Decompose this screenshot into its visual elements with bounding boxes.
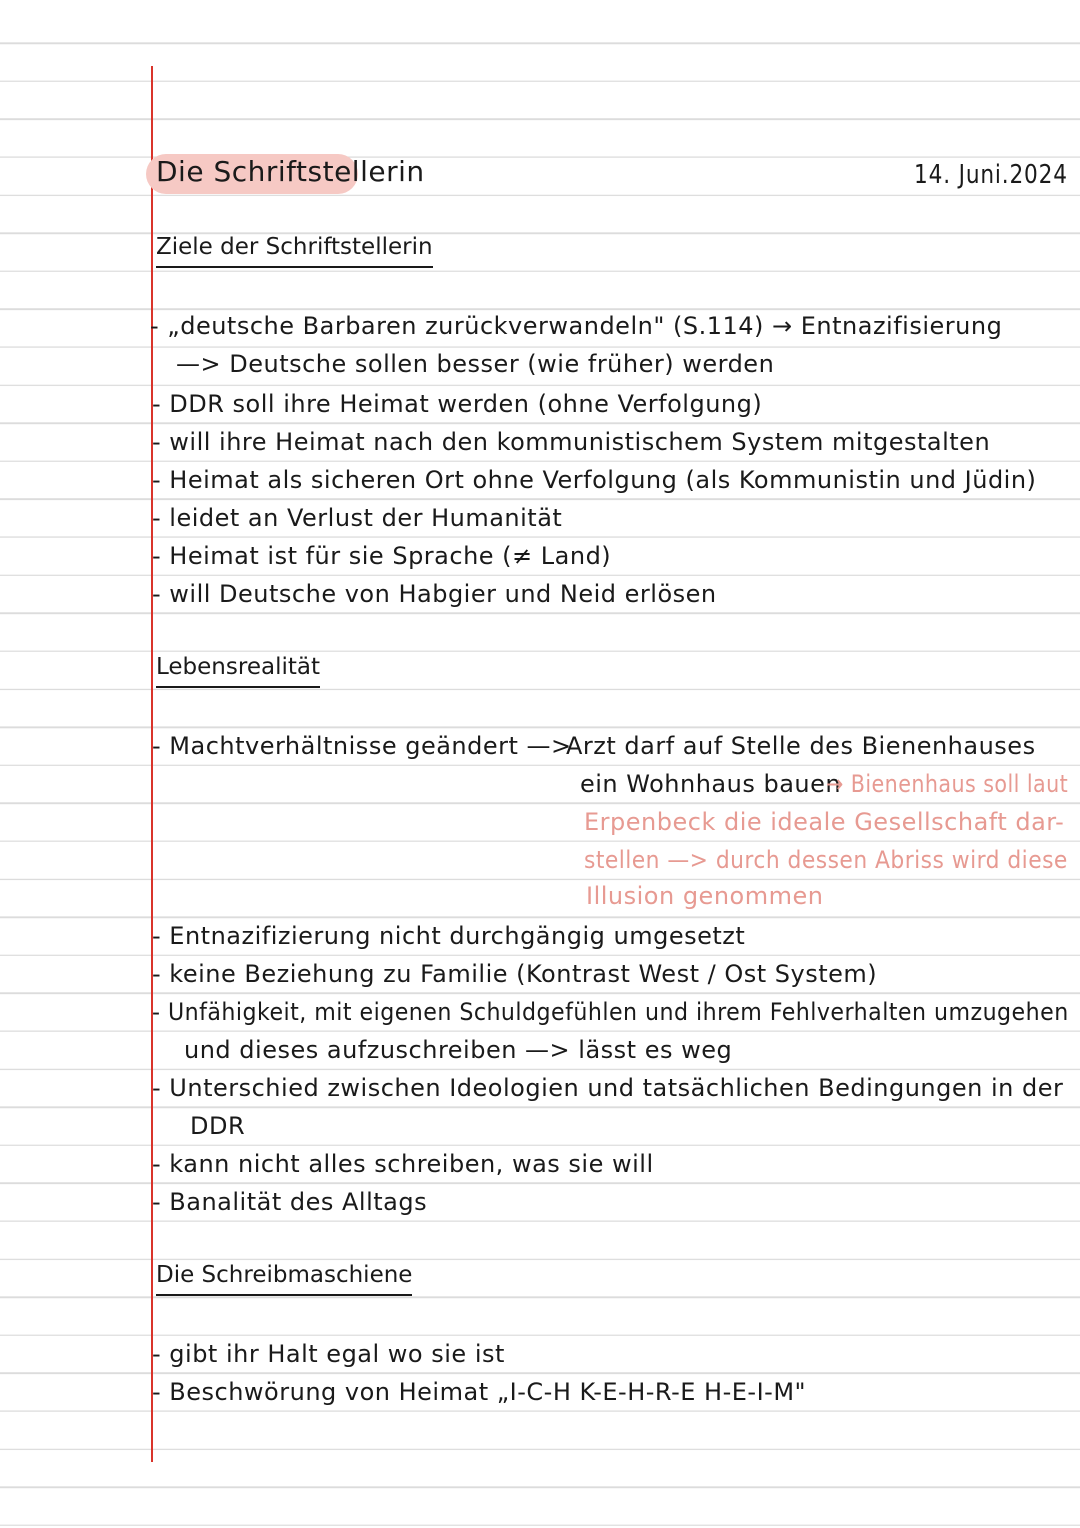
note-line: - keine Beziehung zu Familie (Kontrast West / Ost System) (152, 960, 878, 988)
page-title: Die Schriftstellerin (156, 155, 425, 188)
margin-line (151, 66, 153, 1462)
note-line: und dieses aufzuschreiben —> lässt es weg (184, 1036, 733, 1064)
note-line: - Heimat als sicheren Ort ohne Verfolgung (als Kommunistin und Jüdin) (152, 466, 1037, 494)
section-heading-schreibmaschiene: Die Schreibmaschiene (156, 1262, 412, 1296)
note-line: - gibt ihr Halt egal wo sie ist (152, 1340, 505, 1368)
note-line: - leidet an Verlust der Humanität (152, 504, 563, 532)
note-line: - Machtverhältnisse geändert —> (152, 732, 572, 760)
note-line: Arzt darf auf Stelle des Bienenhauses (566, 732, 1036, 760)
note-line: - Unfähigkeit, mit eigenen Schuldgefühlen und ihrem Fehlverhalten umzugehen (152, 998, 1069, 1026)
note-line: - will ihre Heimat nach den kommunistischem System mitgestalten (152, 428, 991, 456)
note-line: - will Deutsche von Habgier und Neid erlösen (152, 580, 717, 608)
note-line: DDR (190, 1112, 246, 1140)
note-line: - Entnazifizierung nicht durchgängig umgesetzt (152, 922, 746, 950)
annotation-line: stellen —> durch dessen Abriss wird diese (584, 846, 1068, 874)
note-line: - kann nicht alles schreiben, was sie will (152, 1150, 654, 1178)
section-heading-lebensrealitaet: Lebensrealität (156, 654, 320, 688)
annotation-line: Illusion genommen (586, 882, 824, 910)
section-heading-ziele: Ziele der Schriftstellerin (156, 234, 433, 268)
annotation-line: Erpenbeck die ideale Gesellschaft dar- (584, 808, 1065, 836)
note-line: - Beschwörung von Heimat „I-C-H K-E-H-R-E H-E-I-M" (152, 1378, 807, 1406)
note-line: - DDR soll ihre Heimat werden (ohne Verfolgung) (152, 390, 763, 418)
note-line: - Banalität des Alltags (152, 1188, 428, 1216)
note-line: - Heimat ist für sie Sprache (≠ Land) (152, 542, 612, 570)
note-line: - Unterschied zwischen Ideologien und tatsächlichen Bedingungen in der (152, 1074, 1064, 1102)
note-line: —> Deutsche sollen besser (wie früher) werden (176, 350, 775, 378)
page-date: 14. Juni.2024 (914, 160, 1068, 190)
note-line: ein Wohnhaus bauen (580, 770, 842, 798)
annotation-line: → Bienenhaus soll laut (826, 770, 1069, 798)
note-line: - „deutsche Barbaren zurückverwandeln" (S.114) → Entnazifisierung (150, 312, 1003, 340)
